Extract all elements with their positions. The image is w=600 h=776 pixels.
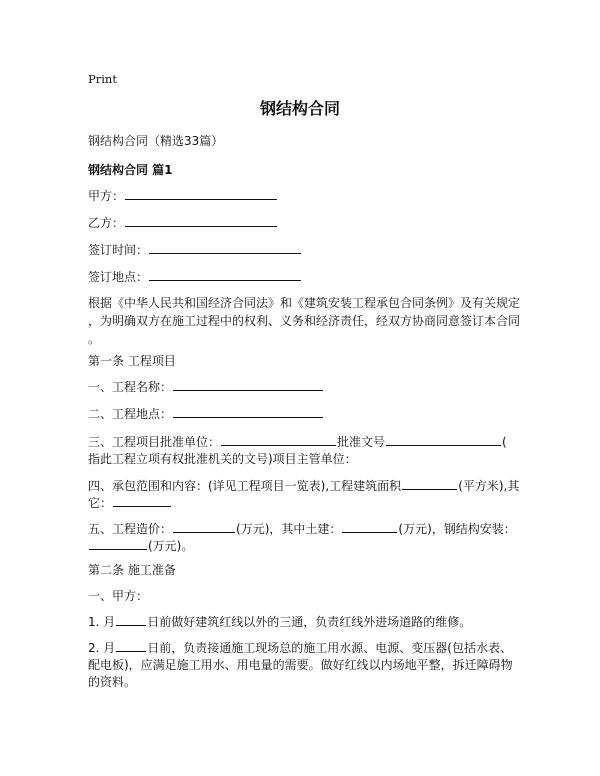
a2-item-2-line-2: 配电板)，应满足施工用水、用电量的需要。做好红线以内场地平整，拆迁障碍物 — [88, 658, 513, 672]
area-unit: (平方米),其 — [458, 479, 520, 493]
sign-place-blank — [149, 268, 301, 281]
approval-unit-blank — [221, 433, 336, 446]
a2-item-1-text: 日前做好建筑红线以外的三通，负责红线外进场道路的维修。 — [147, 615, 472, 629]
article-2-title: 第二条 施工准备 — [88, 563, 176, 577]
a2-item-1-day-blank — [116, 613, 146, 626]
a1-item-1-label: 一、工程名称： — [88, 380, 173, 394]
a1-item-5-line-2 — [88, 537, 193, 555]
sign-place-line — [88, 268, 302, 286]
preamble-line-3: 。 — [88, 332, 101, 346]
approval-number-label: 批准文号 — [337, 435, 386, 449]
a2-item-2-text: 日前，负责接通施工现场总的施工用水源、电源、变压器(包括水表、 — [147, 641, 512, 655]
a2-item-2-prefix: 2. 月 — [88, 641, 116, 655]
a1-item-4-line-1 — [88, 477, 519, 495]
sign-time-blank — [149, 241, 301, 254]
article-1-title: 第一条 工程项目 — [88, 354, 176, 368]
project-name-blank — [173, 378, 323, 391]
building-area-blank — [402, 477, 457, 490]
a1-item-2 — [88, 405, 324, 423]
sign-place-label: 签订地点： — [88, 270, 149, 284]
other-label: 它： — [88, 496, 113, 510]
a2-item-2-line-3: 的资料。 — [88, 675, 137, 689]
a2-sub-heading: 一、甲方： — [88, 589, 149, 603]
a2-item-2-line-1 — [88, 639, 512, 657]
project-location-blank — [173, 405, 323, 418]
a2-item-1-prefix: 1. 月 — [88, 615, 116, 629]
civil-cost-blank — [342, 520, 397, 533]
document-subtitle: 钢结构合同（精选33篇） — [88, 134, 224, 148]
a2-item-2-day-blank — [116, 639, 146, 652]
party-a-blank — [125, 187, 277, 200]
a1-item-4-line-2 — [88, 494, 172, 512]
a1-item-2-label: 二、工程地点： — [88, 407, 173, 421]
document-title: 钢结构合同 — [259, 99, 340, 118]
approval-number-blank — [386, 433, 501, 446]
a1-item-3-line-1 — [88, 433, 507, 451]
party-b-label: 乙方： — [88, 216, 125, 230]
party-b-line — [88, 214, 278, 232]
a1-item-3-line-2: 指此工程立项有权批准机关的文号)项目主管单位： — [88, 452, 357, 466]
a2-item-1 — [88, 613, 471, 631]
sign-time-line — [88, 241, 302, 259]
party-b-blank — [125, 214, 277, 227]
steel-unit: (万元)。 — [148, 539, 194, 553]
print-link[interactable]: Print — [88, 72, 117, 86]
a1-item-5-label: 五、工程造价： — [88, 522, 173, 536]
a1-item-1 — [88, 378, 324, 396]
total-cost-blank — [173, 520, 235, 533]
other-blank — [113, 494, 171, 507]
party-a-label: 甲方： — [88, 189, 125, 203]
preamble-line-2: ，为明确双方在施工过程中的权利、义务和经济责任，经双方协商同意签订本合同 — [88, 314, 521, 328]
party-a-line — [88, 187, 278, 205]
civil-label: (万元)，其中土建： — [236, 522, 342, 536]
steel-label: (万元)，钢结构安装： — [398, 522, 516, 536]
a1-item-4-label: 四、承包范围和内容：(详见工程项目一览表),工程建筑面积 — [88, 479, 402, 493]
a1-item-3-label: 三、工程项目批准单位： — [88, 435, 221, 449]
paren-open: ( — [502, 435, 507, 449]
steel-cost-blank — [89, 537, 147, 550]
sign-time-label: 签订时间： — [88, 243, 149, 257]
preamble-line-1: 根据《中华人民共和国经济合同法》和《建筑安装工程承包合同条例》及有关规定 — [88, 296, 521, 310]
section-heading: 钢结构合同 篇1 — [88, 163, 173, 177]
a1-item-5-line-1 — [88, 520, 516, 538]
